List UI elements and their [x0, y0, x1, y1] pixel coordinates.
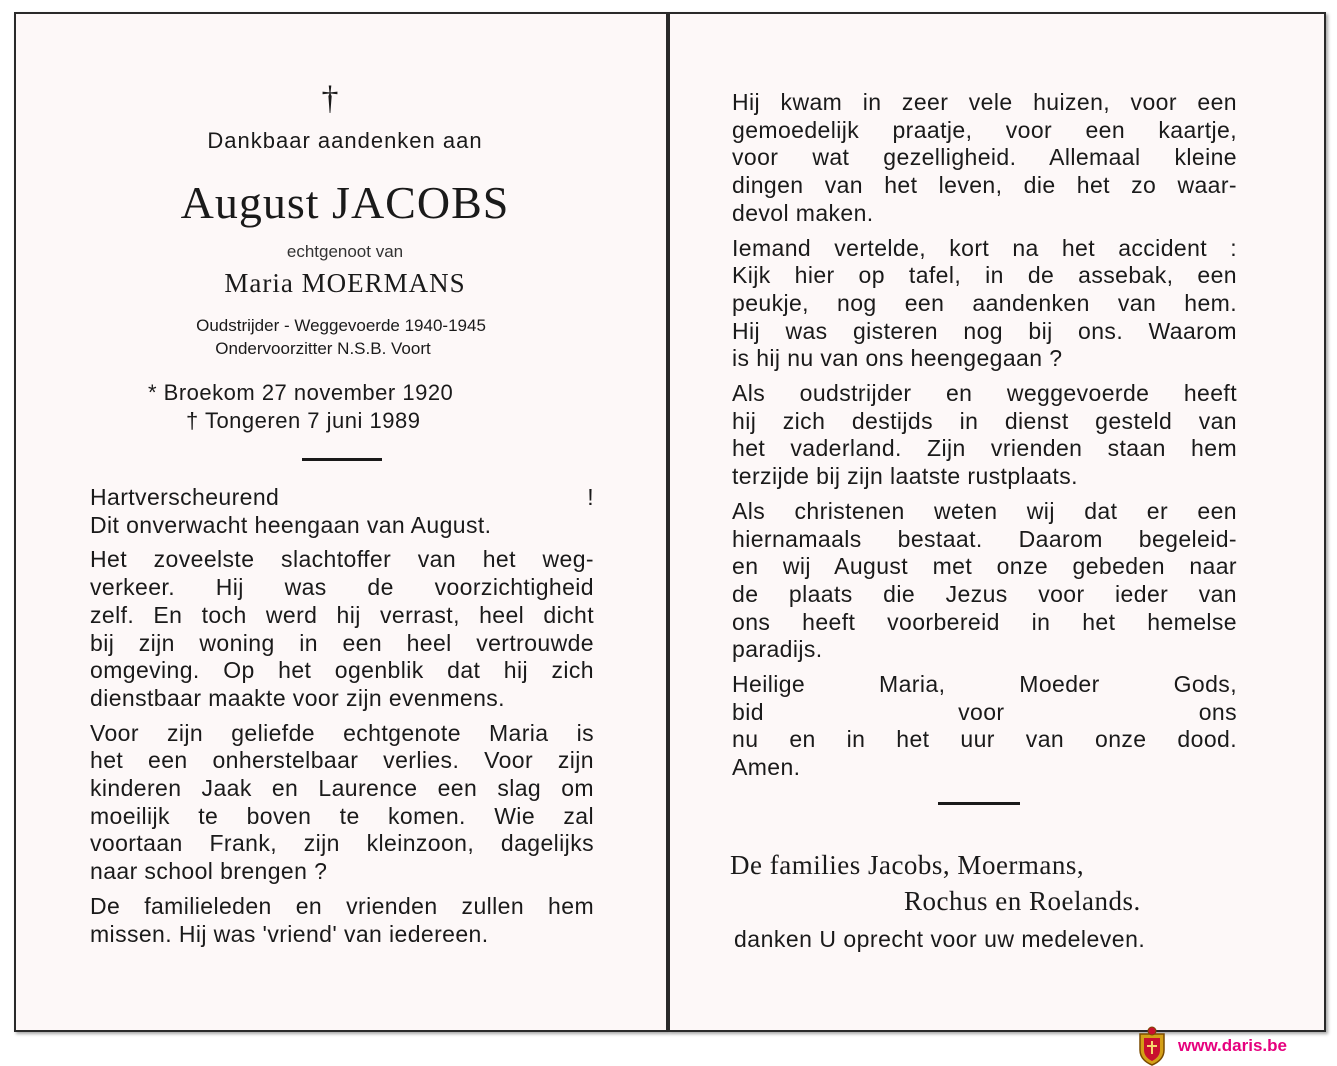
text-line: Dit onverwacht heengaan van August.: [90, 511, 492, 538]
spouse-name: Maria MOERMANS: [224, 268, 466, 298]
text-line: moeilijk te boven te komen. Wie zal: [90, 802, 594, 829]
text-line: bid voor ons: [732, 698, 1237, 725]
titles-line-2: Ondervoorzitter N.S.B. Voort: [215, 339, 431, 358]
dedication-line: Dankbaar aandenken aan: [207, 128, 483, 153]
text-line: bij zijn woning in een heel vertrouwde: [90, 629, 594, 656]
text-line: hij zich destijds in dienst gesteld van: [732, 407, 1237, 434]
text-line: nu en in het uur van onze dood.: [732, 726, 1237, 753]
paragraph: [90, 720, 594, 886]
text-line: het een onherstelbaar verlies. Voor zijn: [90, 747, 594, 774]
paragraph: [732, 380, 1237, 491]
death-line: † Tongeren 7 juni 1989: [186, 408, 421, 433]
text-line: Het zoveelste slachtoffer van het weg-: [90, 546, 594, 573]
text-line: dingen van het leven, die het zo waar-: [732, 172, 1237, 199]
text-line: voor wat gezelligheid. Allemaal kleine: [732, 144, 1237, 171]
text-line: Hij kwam in zeer vele huizen, voor een: [732, 89, 1237, 115]
paragraph: [90, 893, 594, 948]
text-line: zelf. En toch werd hij verrast, heel dicht: [90, 601, 594, 628]
text-line: peukje, nog een aandenken van hem.: [732, 289, 1237, 316]
text-line: Als christenen weten wij dat er een: [732, 497, 1237, 524]
text-line: paradijs.: [732, 636, 823, 663]
birth-line: * Broekom 27 november 1920: [148, 380, 454, 405]
text-line: is hij nu van ons heengegaan ?: [732, 345, 1063, 372]
paragraph: [732, 498, 1237, 664]
deceased-name: August JACOBS: [180, 177, 510, 228]
text-line: missen. Hij was 'vriend' van iedereen.: [90, 920, 489, 947]
text-line: dienstbaar maakte voor zijn evenmens.: [90, 684, 505, 711]
spouse-label: echtgenoot van: [286, 242, 404, 261]
text-line: Voor zijn geliefde echtgenote Maria is: [90, 719, 594, 746]
text-line: verkeer. Hij was de voorzichtigheid: [90, 574, 594, 601]
closing-families-line: De families Jacobs, Moermans,: [730, 850, 1085, 880]
text-line: De familieleden en vrienden zullen hem: [90, 892, 594, 919]
left-text-block: [90, 484, 594, 955]
paragraph: [90, 546, 594, 712]
paragraph: [732, 89, 1237, 228]
paragraph: [732, 235, 1237, 374]
text-line: Hij was gisteren nog bij ons. Waarom: [732, 317, 1237, 344]
text-line: terzijde bij zijn laatste rustplaats.: [732, 463, 1078, 490]
right-text-block: [732, 89, 1237, 789]
text-line: devol maken.: [732, 199, 874, 226]
divider-left: [302, 458, 382, 461]
text-line: Als oudstrijder en weggevoerde heeft: [732, 380, 1237, 407]
titles-line-1: Oudstrijder - Weggevoerde 1940-1945: [196, 316, 486, 335]
text-line: hiernamaals bestaat. Daarom begeleid-: [732, 525, 1237, 552]
cross-symbol: †: [321, 80, 339, 117]
text-line: en wij August met onze gebeden naar: [732, 553, 1237, 580]
closing-thanks-line: danken U oprecht voor uw medeleven.: [734, 926, 1146, 952]
text-line: de plaats die Jezus voor ieder van: [732, 580, 1237, 607]
text-line: voortaan Frank, zijn kleinzoon, dagelijks: [90, 830, 594, 857]
text-line: Iemand vertelde, kort na het accident :: [732, 234, 1237, 261]
shield-logo-icon: [1136, 1026, 1168, 1066]
text-line: naar school brengen ?: [90, 858, 328, 885]
paragraph: [90, 484, 594, 539]
text-line: kinderen Jaak en Laurence een slag om: [90, 775, 594, 802]
paragraph: [732, 671, 1237, 782]
text-line: Heilige Maria, Moeder Gods,: [732, 671, 1237, 698]
text-line: Kijk hier op tafel, in de assebak, een: [732, 262, 1237, 289]
divider-right: [938, 802, 1020, 805]
text-line: ons heeft voorbereid in het hemelse: [732, 608, 1237, 635]
text-line: het vaderland. Zijn vrienden staan hem: [732, 435, 1237, 462]
watermark-url: www.daris.be: [1178, 1036, 1287, 1055]
text-line: Amen.: [732, 754, 801, 781]
text-line: omgeving. Op het ogenblik dat hij zich: [90, 657, 594, 684]
text-line: gemoedelijk praatje, voor een kaartje,: [732, 116, 1237, 143]
closing-families-line-2: Rochus en Roelands.: [904, 886, 1141, 916]
text-line: Hartverscheurend !: [90, 484, 594, 510]
